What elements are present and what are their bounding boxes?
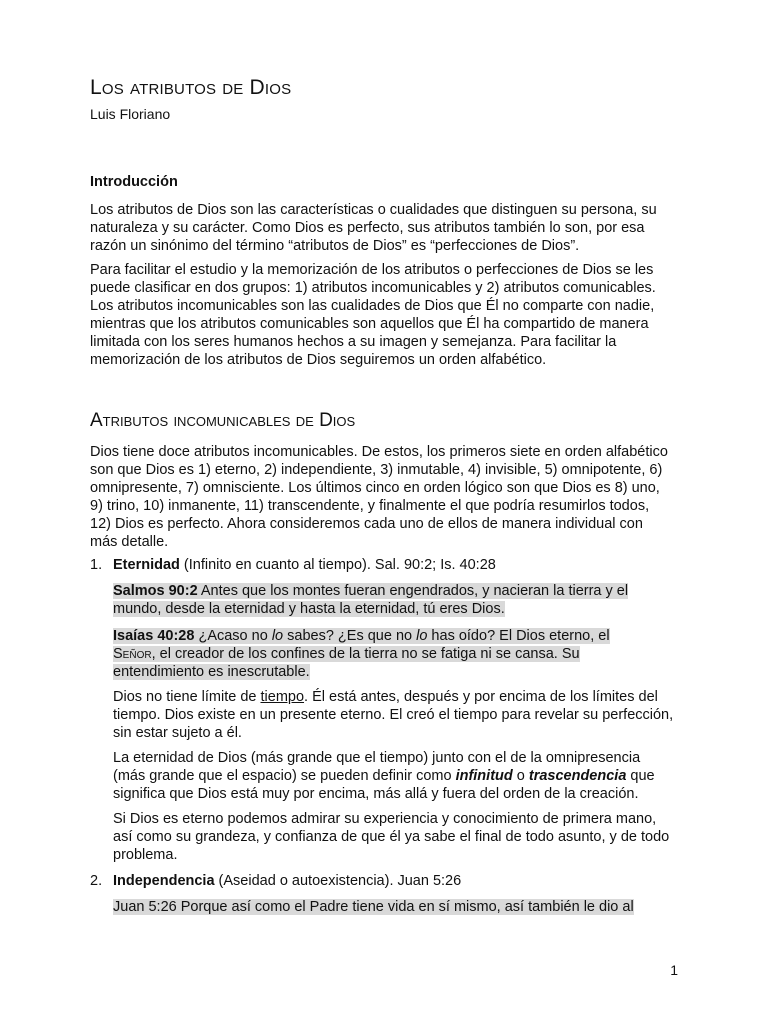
list-item-label: Eternidad — [113, 557, 180, 573]
section-heading: Atributos incomunicables de Dios — [90, 410, 356, 431]
list-item-label: Independencia — [113, 873, 215, 889]
eternidad-paragraph-3: Si Dios es eterno podemos admirar su experiencia y conocimiento de primera mano, así como su grandeza, y confianza de que él ya sabe el final de todo asunto, y de todo problema. — [113, 811, 670, 863]
quote-reference: Salmos 90:2 — [113, 583, 198, 599]
section-paragraph: Dios tiene doce atributos incomunicables. De estos, los primeros siete en orden alfabético son que Dios es 1) eterno, 2) independiente, 3) inmutable, 4) invisible, 5) omnipotente, 6) omnipresente, 7) omnisciente. Los últimos cinco en orden lógico son que Dios es 8) uno, 9) trino, 10) inmanente, 11) transcendente, y finalmente el que podría resumirlos todos, 12) Dios es perfecto. Ahora consideremos cada uno de ellos de manera individual con más detalle. — [90, 443, 668, 550]
list-item-description: (Aseidad o autoexistencia). Juan 5:26 — [214, 873, 462, 889]
scripture-quote-juan — [113, 898, 653, 916]
scripture-quote-salmos — [113, 582, 653, 618]
list-number: 1. — [90, 557, 103, 573]
document-title: Los atributos de Dios — [90, 76, 292, 99]
quote-reference: Isaías 40:28 — [113, 628, 195, 644]
page-number: 1 — [670, 962, 678, 978]
quote-text: Juan 5:26 Porque así como el Padre tiene vida en sí mismo, así también le dio al — [113, 899, 634, 915]
list-item-description: (Infinito en cuanto al tiempo). Sal. 90:2; Is. 40:28 — [179, 557, 496, 573]
eternidad-paragraph-1: Dios no tiene límite de tiempo. Él está antes, después y por encima de los límites del tiempo. Dios existe en un presente eterno. El creó el tiempo para revelar su perfección, sin estar sujeto a él. — [113, 689, 674, 741]
intro-heading: Introducción — [90, 174, 178, 190]
intro-paragraph-2: Para facilitar el estudio y la memorización de los atributos o perfecciones de Dios se les puede clasificar en dos grupos: 1) atributos incomunicables y 2) atributos comunicables. Los atributos incomunicables son las cualidades de Dios que Él no comparte con nadie, mientras que los atributos comunicables son aquellos que Él ha compartido de manera limitada con los seres humanos hechos a su imagen y semejanza. Para facilitar la memorización de los atributos de Dios seguiremos un orden alfabético. — [90, 261, 656, 368]
scripture-quote-isaias: Isaías 40:28 ¿Acaso no lo sabes? ¿Es que no lo has oído? El Dios eterno, el Señor, el creador de los confines de la tierra no se fatiga ni se cansa. Su entendimiento es inescrutable. — [113, 628, 610, 680]
quote-text: Antes que los montes fueran engendrados, y nacieran la tierra y el mundo, desde la eternidad y hasta la eternidad, tú eres Dios. — [113, 583, 629, 617]
intro-paragraph-1: Los atributos de Dios son las características o cualidades que distinguen su persona, su naturaleza y su carácter. Como Dios es perfecto, sus atributos también lo son, por esa razón un sinónimo del término “atributos de Dios” es “perfecciones de Dios”. — [90, 201, 657, 254]
eternidad-paragraph-2: La eternidad de Dios (más grande que el tiempo) junto con el de la omnipresencia (más grande que el espacio) se pueden definir como infinitud o trascendencia que significa que Dios está muy por encima, más allá y fuera del orden de la creación. — [113, 750, 655, 802]
list-number: 2. — [90, 873, 103, 889]
document-author: Luis Floriano — [90, 106, 171, 122]
